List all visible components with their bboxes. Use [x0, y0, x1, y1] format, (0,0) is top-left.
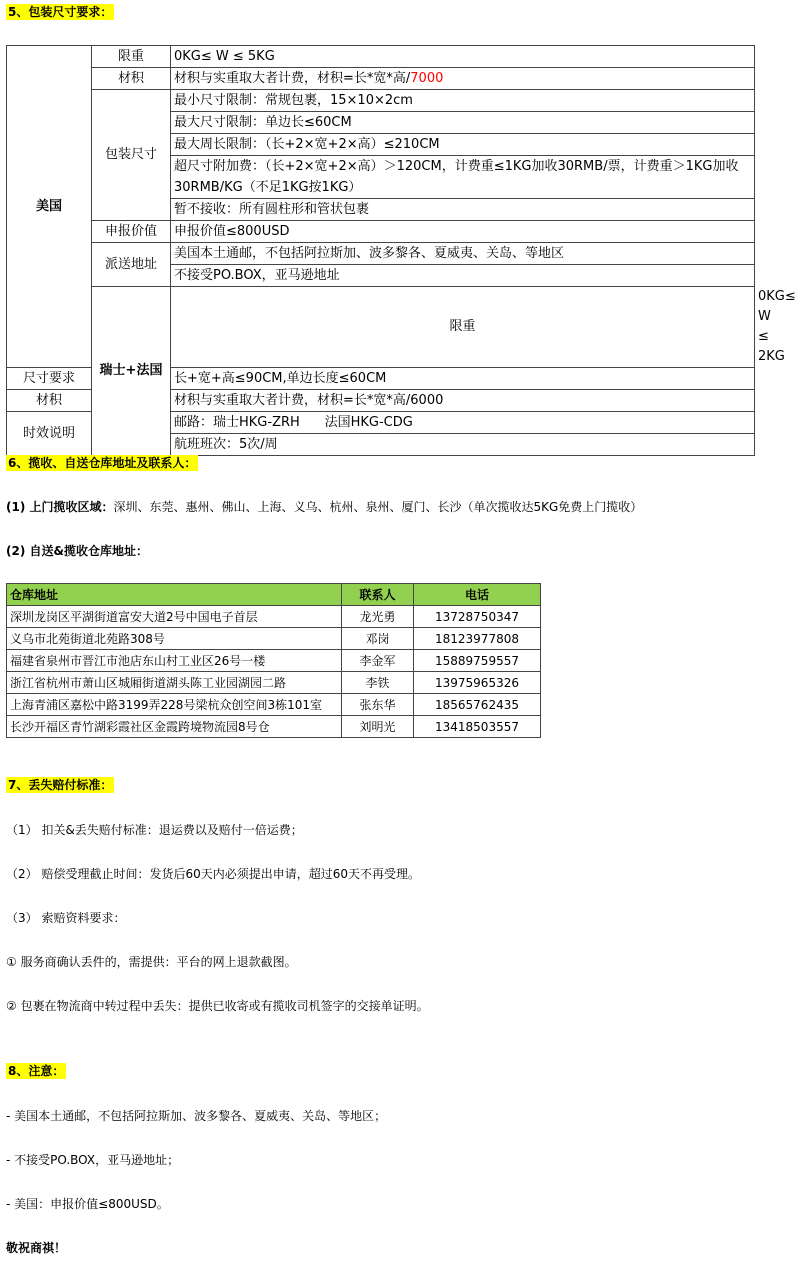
warehouse-address: 深圳龙岗区平湖街道富安大道2号中国电子首层 — [7, 606, 342, 628]
warehouse-address: 浙江省杭州市萧山区城厢街道湖头陈工业园湖园二路 — [7, 672, 342, 694]
usa-declared-value: 申报价值≤800USD — [171, 221, 755, 243]
warehouse-address: 上海青浦区嘉松中路3199弄228号梁杭众创空间3栋101室 — [7, 694, 342, 716]
warehouse-contact: 李金军 — [342, 650, 414, 672]
usa-weight-label: 限重 — [92, 46, 171, 68]
usa-volume-value: 材积与实重取大者计费，材积=长*宽*高/7000 — [171, 68, 755, 90]
warehouse-phone: 18123977808 — [414, 628, 541, 650]
sf-volume-value: 材积与实重取大者计费，材积=长*宽*高/6000 — [171, 390, 755, 412]
usa-delivery-item: 美国本土通邮，不包括阿拉斯加、波多黎各、夏威夷、关岛、等地区 — [171, 243, 755, 265]
section-5-heading: 5、包装尺寸要求： — [8, 5, 113, 19]
warehouse-address: 义乌市北苑街道北苑路308号 — [7, 628, 342, 650]
warehouse-contact: 龙光勇 — [342, 606, 414, 628]
sf-weight-label: 限重 — [171, 287, 755, 368]
usa-size-item: 最大周长限制：（长+2×宽+2×高）≤210CM — [171, 134, 755, 156]
region-swiss-france: 瑞士+法国 — [92, 287, 171, 456]
warehouse-contact: 张东华 — [342, 694, 414, 716]
warehouse-phone: 15889759557 — [414, 650, 541, 672]
sf-time-label: 时效说明 — [7, 412, 92, 456]
region-usa: 美国 — [7, 46, 92, 368]
sf-size-label: 尺寸要求 — [7, 368, 92, 390]
warehouse-phone: 13975965326 — [414, 672, 541, 694]
table-row — [7, 672, 541, 694]
usa-size-item: 最大尺寸限制：单边长≤60CM — [171, 112, 755, 134]
warehouse-phone: 13728750347 — [414, 606, 541, 628]
compensation-item: （1） 扣关&丢失赔付标准：退运费以及赔付一倍运费； — [6, 823, 303, 837]
usa-delivery-item: 不接受PO.BOX，亚马逊地址 — [171, 265, 755, 287]
warehouse-phone: 18565762435 — [414, 694, 541, 716]
pickup-text: 深圳、东莞、惠州、佛山、上海、义乌、杭州、泉州、厦门、长沙（单次揽收达5KG免费上门揽收） — [113, 500, 643, 514]
note-item: - 不接受PO.BOX，亚马逊地址； — [6, 1153, 180, 1167]
warehouse-address: 福建省泉州市晋江市池店东山村工业区26号一楼 — [7, 650, 342, 672]
table-row — [7, 606, 541, 628]
header-phone: 电话 — [414, 584, 541, 606]
note-item: - 美国：申报价值≤800USD。 — [6, 1197, 169, 1211]
closing-text: 敬祝商祺！ — [6, 1241, 67, 1255]
packaging-spec-table: 美国 限重 0KG≤ W ≤ 5KG 材积 材积与实重取大者计费，材积=长*宽*高/7000 包装尺寸 最小尺寸限制：常规包裹，15×10×2cm 最大尺寸限制：单边长≤60CM 最大周长限制：（长+2×宽+2×高）≤210CM 超尺寸附加费：（长+2×宽+2×高）＞120CM，计费重≤1KG加收30RMB/票，计费重＞1KG加收30RMB/KG（不足1KG按1KG） 暂不接收：所有圆柱形和管状包裹 申报价值 申报价值≤800USD 派送地址 美国本土通邮，不包括阿拉斯加、波多黎各、夏威夷、关岛、等地区 不接受PO.BOX，亚马逊地址 瑞士+法国 限重 0KG≤ W ≤ 2KG 尺寸要求 长+宽+高≤90CM,单边长度≤60CM 材积 材积与实重取大者计费，材积=长*宽*高/6000 时效说明 邮路：瑞士HKG-ZRH 法国HKG-CDG 航班班次：5次/周 — [6, 45, 755, 456]
note-item: - 美国本土通邮，不包括阿拉斯加、波多黎各、夏威夷、关岛、等地区； — [6, 1109, 387, 1123]
volume-divisor: 7000 — [410, 70, 444, 86]
header-contact: 联系人 — [342, 584, 414, 606]
pickup-area — [6, 499, 642, 515]
table-row — [7, 628, 541, 650]
warehouse-heading: (2) 自送&揽收仓库地址： — [6, 544, 148, 558]
compensation-item: （3） 索赔资料要求： — [6, 911, 126, 925]
sf-size-value: 长+宽+高≤90CM,单边长度≤60CM — [171, 368, 755, 390]
compensation-item: （2） 赔偿受理截止时间：发货后60天内必须提出申请，超过60天不再受理。 — [6, 867, 420, 881]
warehouse-address: 长沙开福区青竹湖彩霞社区金霞跨境物流园8号仓 — [7, 716, 342, 738]
warehouse-table — [6, 583, 541, 738]
usa-delivery-label: 派送地址 — [92, 243, 171, 287]
usa-weight-value: 0KG≤ W ≤ 5KG — [171, 46, 755, 68]
usa-size-item: 暂不接收：所有圆柱形和管状包裹 — [171, 199, 755, 221]
sf-route-value: 邮路：瑞士HKG-ZRH 法国HKG-CDG — [171, 412, 755, 434]
compensation-item: ① 服务商确认丢件的，需提供：平台的网上退款截图。 — [6, 955, 297, 969]
section-8-heading: 8、注意： — [8, 1064, 65, 1078]
pickup-label: (1) 上门揽收区域： — [6, 500, 114, 514]
warehouse-contact: 邓岗 — [342, 628, 414, 650]
usa-size-item: 最小尺寸限制：常规包裹，15×10×2cm — [171, 90, 755, 112]
section-7-heading: 7、丢失赔付标准： — [8, 778, 113, 792]
warehouse-phone: 13418503557 — [414, 716, 541, 738]
table-row — [7, 650, 541, 672]
sf-flights-value: 航班班次：5次/周 — [171, 434, 755, 456]
usa-declared-label: 申报价值 — [92, 221, 171, 243]
section-6-heading: 6、揽收、自送仓库地址及联系人： — [8, 456, 197, 470]
compensation-item: ② 包裹在物流商中转过程中丢失：提供已收寄或有揽收司机签字的交接单证明。 — [6, 999, 429, 1013]
table-row — [7, 716, 541, 738]
warehouse-contact: 李铁 — [342, 672, 414, 694]
header-address: 仓库地址 — [7, 584, 342, 606]
table-row — [7, 694, 541, 716]
sf-volume-label: 材积 — [7, 390, 92, 412]
usa-size-label: 包装尺寸 — [92, 90, 171, 221]
usa-volume-label: 材积 — [92, 68, 171, 90]
warehouse-contact: 刘明光 — [342, 716, 414, 738]
usa-size-item-surcharge: 超尺寸附加费：（长+2×宽+2×高）＞120CM，计费重≤1KG加收30RMB/票，计费重＞1KG加收30RMB/KG（不足1KG按1KG） — [171, 156, 755, 199]
